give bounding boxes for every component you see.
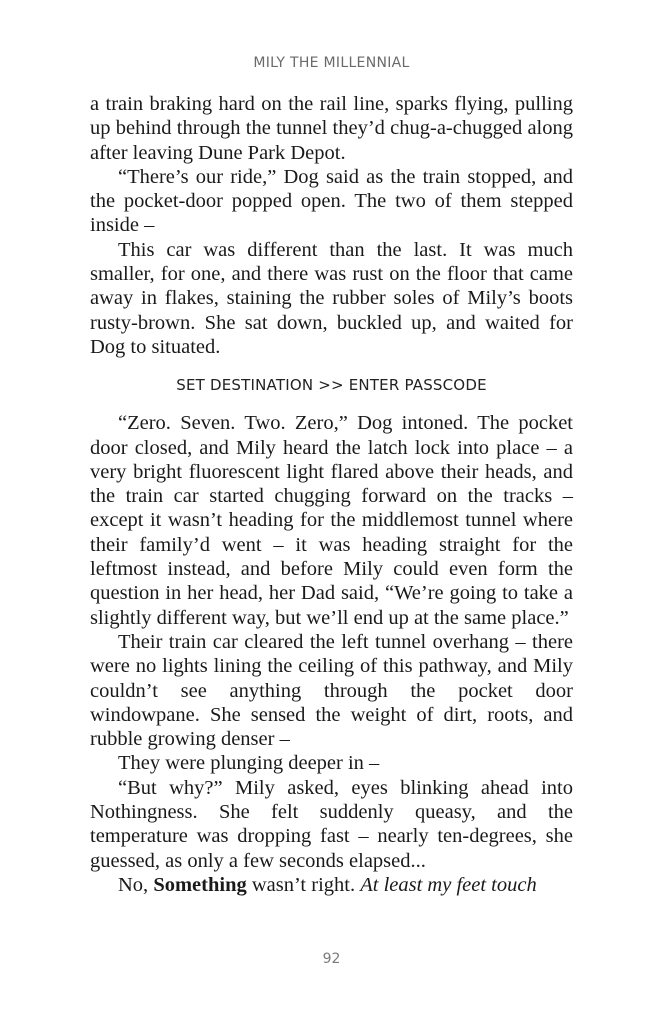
paragraph: “But why?” Mily asked, eyes blinking ahead into Nothingness. She felt suddenly queasy, and the temperature was dropping fast – nearly ten-degrees, she guessed, as only a few seconds elapsed... [90,776,573,872]
paragraph: They were plunging deeper in – [118,752,380,775]
last-paragraph-start: No, [118,873,154,896]
emphasis-bold: Something [153,873,247,896]
paragraph: Their train car cleared the left tunnel overhang – there were no lights lining the ceiling of this pathway, and Mily couldn’t see anything through the pocket door windowpane. She sensed the weight of dirt, roots, and rubble growing denser – [90,630,573,751]
paragraph: “There’s our ride,” Dog said as the train stopped, and the pocket-door popped open. The two of them stepped inside – [90,165,573,237]
paragraph: This car was different than the last. It was much smaller, for one, and there was rust on the floor that came away in flakes, staining the rubber soles of Mily’s boots rusty-brown. She sat down, buckled up, and waited for Dog to situated. [90,238,573,358]
running-header: MILY THE MILLENNIAL [253,55,410,71]
screen-prompt-text: SET DESTINATION >> ENTER PASSCODE [176,376,487,395]
body-text [90,92,573,897]
page-number: 92 [322,951,341,967]
paragraph-last [90,873,573,897]
last-paragraph-middle: wasn’t right. [246,873,361,896]
paragraph: “Zero. Seven. Two. Zero,” Dog intoned. The pocket door closed, and Mily heard the latch lock into place – a very bright fluorescent light flared above their heads, and the train car started chugging forward on the tracks – except it wasn’t heading for the middlemost tunnel where their family’d went – it was heading straight for the leftmost instead, and before Mily could even form the question in her head, her Dad said, “We’re going to take a slightly different way, but we’ll end up at the same place.” [90,412,573,629]
paragraph-continued: a train braking hard on the rail line, sparks flying, pulling up behind through the tunnel they’d chug-a-chugged along after leaving Dune Park Depot. [90,93,573,164]
emphasis-italic: At least my feet touch [360,873,537,896]
